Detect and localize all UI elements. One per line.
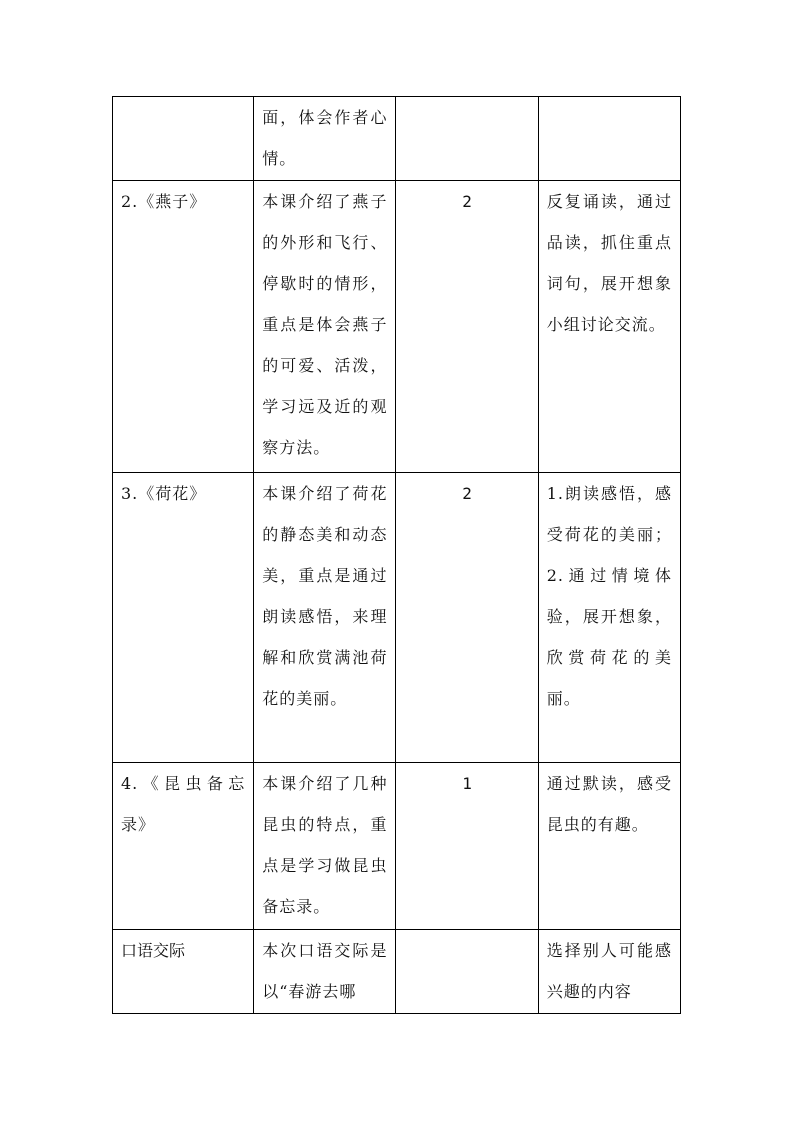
lesson-content-cell: 本课介绍了燕子的外形和飞行、停歇时的情形，重点是体会燕子的可爱、活泼，学习远及近的观察方法。 bbox=[254, 181, 396, 473]
lesson-title-cell: 口语交际 bbox=[113, 930, 254, 1014]
lesson-hours-cell bbox=[396, 97, 538, 181]
lesson-method-cell: 通过默读，感受昆虫的有趣。 bbox=[538, 763, 680, 930]
lesson-title-cell bbox=[113, 97, 254, 181]
lesson-content-cell: 本课介绍了几种昆虫的特点，重点是学习做昆虫备忘录。 bbox=[254, 763, 396, 930]
lesson-title-cell: 2.《燕子》 bbox=[113, 181, 254, 473]
lesson-method-cell: 反复诵读，通过品读，抓住重点词句，展开想象小组讨论交流。 bbox=[538, 181, 680, 473]
lesson-content-cell: 本课介绍了荷花的静态美和动态美，重点是通过朗读感悟，来理解和欣赏满池荷花的美丽。 bbox=[254, 473, 396, 763]
lesson-hours-cell: 2 bbox=[396, 473, 538, 763]
lesson-title-cell: 3.《荷花》 bbox=[113, 473, 254, 763]
lesson-title-cell: 4.《昆虫备忘录》 bbox=[113, 763, 254, 930]
lesson-method-cell: 1.朗读感悟，感受荷花的美丽；2.通过情境体验，展开想象，欣赏荷花的美丽。 bbox=[538, 473, 680, 763]
lesson-method-cell bbox=[538, 97, 680, 181]
lesson-plan-table bbox=[112, 96, 681, 1014]
lesson-method-cell: 选择别人可能感兴趣的内容 bbox=[538, 930, 680, 1014]
lesson-hours-cell: 1 bbox=[396, 763, 538, 930]
table-row bbox=[113, 473, 681, 763]
table-row bbox=[113, 763, 681, 930]
lesson-hours-cell bbox=[396, 930, 538, 1014]
lesson-hours-cell: 2 bbox=[396, 181, 538, 473]
table-row bbox=[113, 181, 681, 473]
table-row bbox=[113, 97, 681, 181]
table-row bbox=[113, 930, 681, 1014]
lesson-content-cell: 本次口语交际是以“春游去哪 bbox=[254, 930, 396, 1014]
lesson-content-cell: 面，体会作者心情。 bbox=[254, 97, 396, 181]
